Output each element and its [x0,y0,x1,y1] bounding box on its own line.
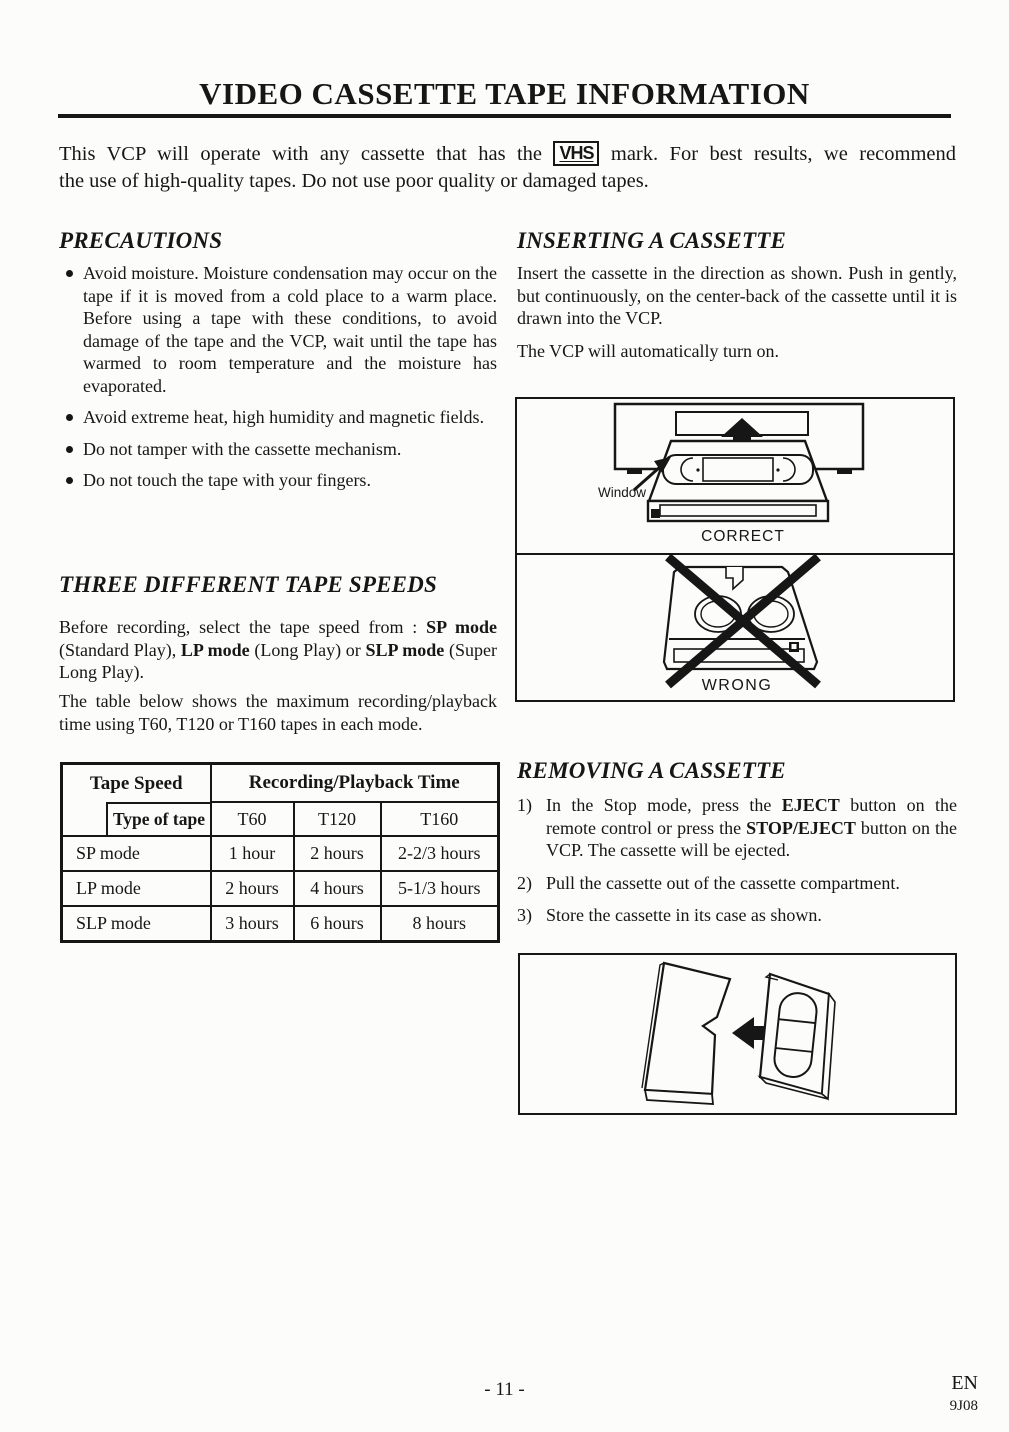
table-cell: 2 hours [211,871,294,906]
table-row [62,906,499,942]
bullet-icon [66,446,73,453]
cassette-case-illustration [642,963,730,1104]
speeds-paragraph-2: The table below shows the maximum recording/playback time using T60, T120 or T160 tapes in each mode. [59,691,497,734]
page-title: VIDEO CASSETTE TAPE INFORMATION [199,76,810,111]
vhs-logo: VHS [553,141,599,166]
table-header-cell: Recording/Playback Time [211,764,499,803]
table-header-cell: T60 [211,802,294,836]
table-header-cell: T120 [294,802,381,836]
list-item: 1) In the Stop mode, press the EJECT button on the remote control or press the STOP/EJECT button on the VCP. The cassette will be ejected. [517,795,957,860]
language-code: EN [951,1372,978,1394]
correct-caption: CORRECT [701,528,785,545]
table-cell: SLP mode [62,906,211,942]
table-cell: 2 hours [294,836,381,871]
list-item: Do not tamper with the cassette mechanism. [59,438,497,461]
table-cell: 5-1/3 hours [381,871,499,906]
section-removing-heading: REMOVING A CASSETTE [517,758,786,783]
list-item: Avoid extreme heat, high humidity and magnetic fields. [59,406,497,429]
bullet-icon [66,477,73,484]
window-label: Window [598,485,647,500]
table-row [62,871,499,906]
figure-cassette-storage [518,953,957,1115]
figure-cassette-insertion [515,397,955,702]
table-cell: 8 hours [381,906,499,942]
bullet-icon [66,270,73,277]
table-cell: 1 hour [211,836,294,871]
intro-line-1: This VCP will operate with any cassette that has the VHS mark. For best results, we recommend [59,143,957,165]
doc-code: 9J08 [949,1398,978,1414]
speeds-paragraph-1: Before recording, select the tape speed from : SP mode (Standard Play), LP mode (Long Play) or SLP mode (Super Long Play). [59,617,497,682]
table-header-cell: T160 [381,802,499,836]
table-subheader-cell [62,802,211,836]
list-item: 3) Store the cassette in its case as shown. [517,905,822,925]
tape-speed-table-wrap [60,762,500,943]
removing-list [517,794,957,937]
list-number: 3) [517,905,532,925]
wrong-caption: WRONG [701,677,773,694]
intro-line-2: the use of high-quality tapes. Do not use poor quality or damaged tapes. [59,170,649,192]
table-header-cell: Tape Speed [62,764,211,803]
table-cell: 2-2/3 hours [381,836,499,871]
inserting-paragraph-2: The VCP will automatically turn on. [517,341,779,361]
footer-corner [950,1372,978,1415]
section-precautions-heading: PRECAUTIONS [59,228,223,253]
section-speeds-heading: THREE DIFFERENT TAPE SPEEDS [59,572,437,597]
table-cell: SP mode [62,836,211,871]
inserting-paragraph-1: Insert the cassette in the direction as shown. Push in gently, but continuously, on the center-back of the cassette until it is drawn into the VCP. [517,263,957,328]
intro-paragraph [59,141,956,195]
precautions-list [59,262,497,501]
table-cell: 4 hours [294,871,381,906]
table-row [62,836,499,871]
tape-speed-table [60,762,500,943]
table-cell: LP mode [62,871,211,906]
cassette-in-case-illustration [760,974,835,1099]
section-inserting-heading: INSERTING A CASSETTE [517,228,787,253]
list-item: Do not touch the tape with your fingers. [59,469,497,492]
table-cell: 3 hours [211,906,294,942]
list-item: Avoid moisture. Moisture condensation may occur on the tape if it is moved from a cold place to a warm place. Before using a tape with these conditions, to avoid damage of the tape and the VCP, wait until the tape has warmed to room temperature and the moisture has evaporated. [59,262,497,397]
cassette-correct-illustration [648,441,828,521]
list-number: 2) [517,872,532,893]
list-item: 2) Pull the cassette out of the cassette compartment. [517,872,900,893]
list-number: 1) [517,795,532,815]
type-of-tape-label: Type of tape [106,802,209,835]
bullet-icon [66,414,73,421]
page-number: - 11 - [484,1379,525,1400]
title-rule [58,114,951,118]
table-cell: 6 hours [294,906,381,942]
